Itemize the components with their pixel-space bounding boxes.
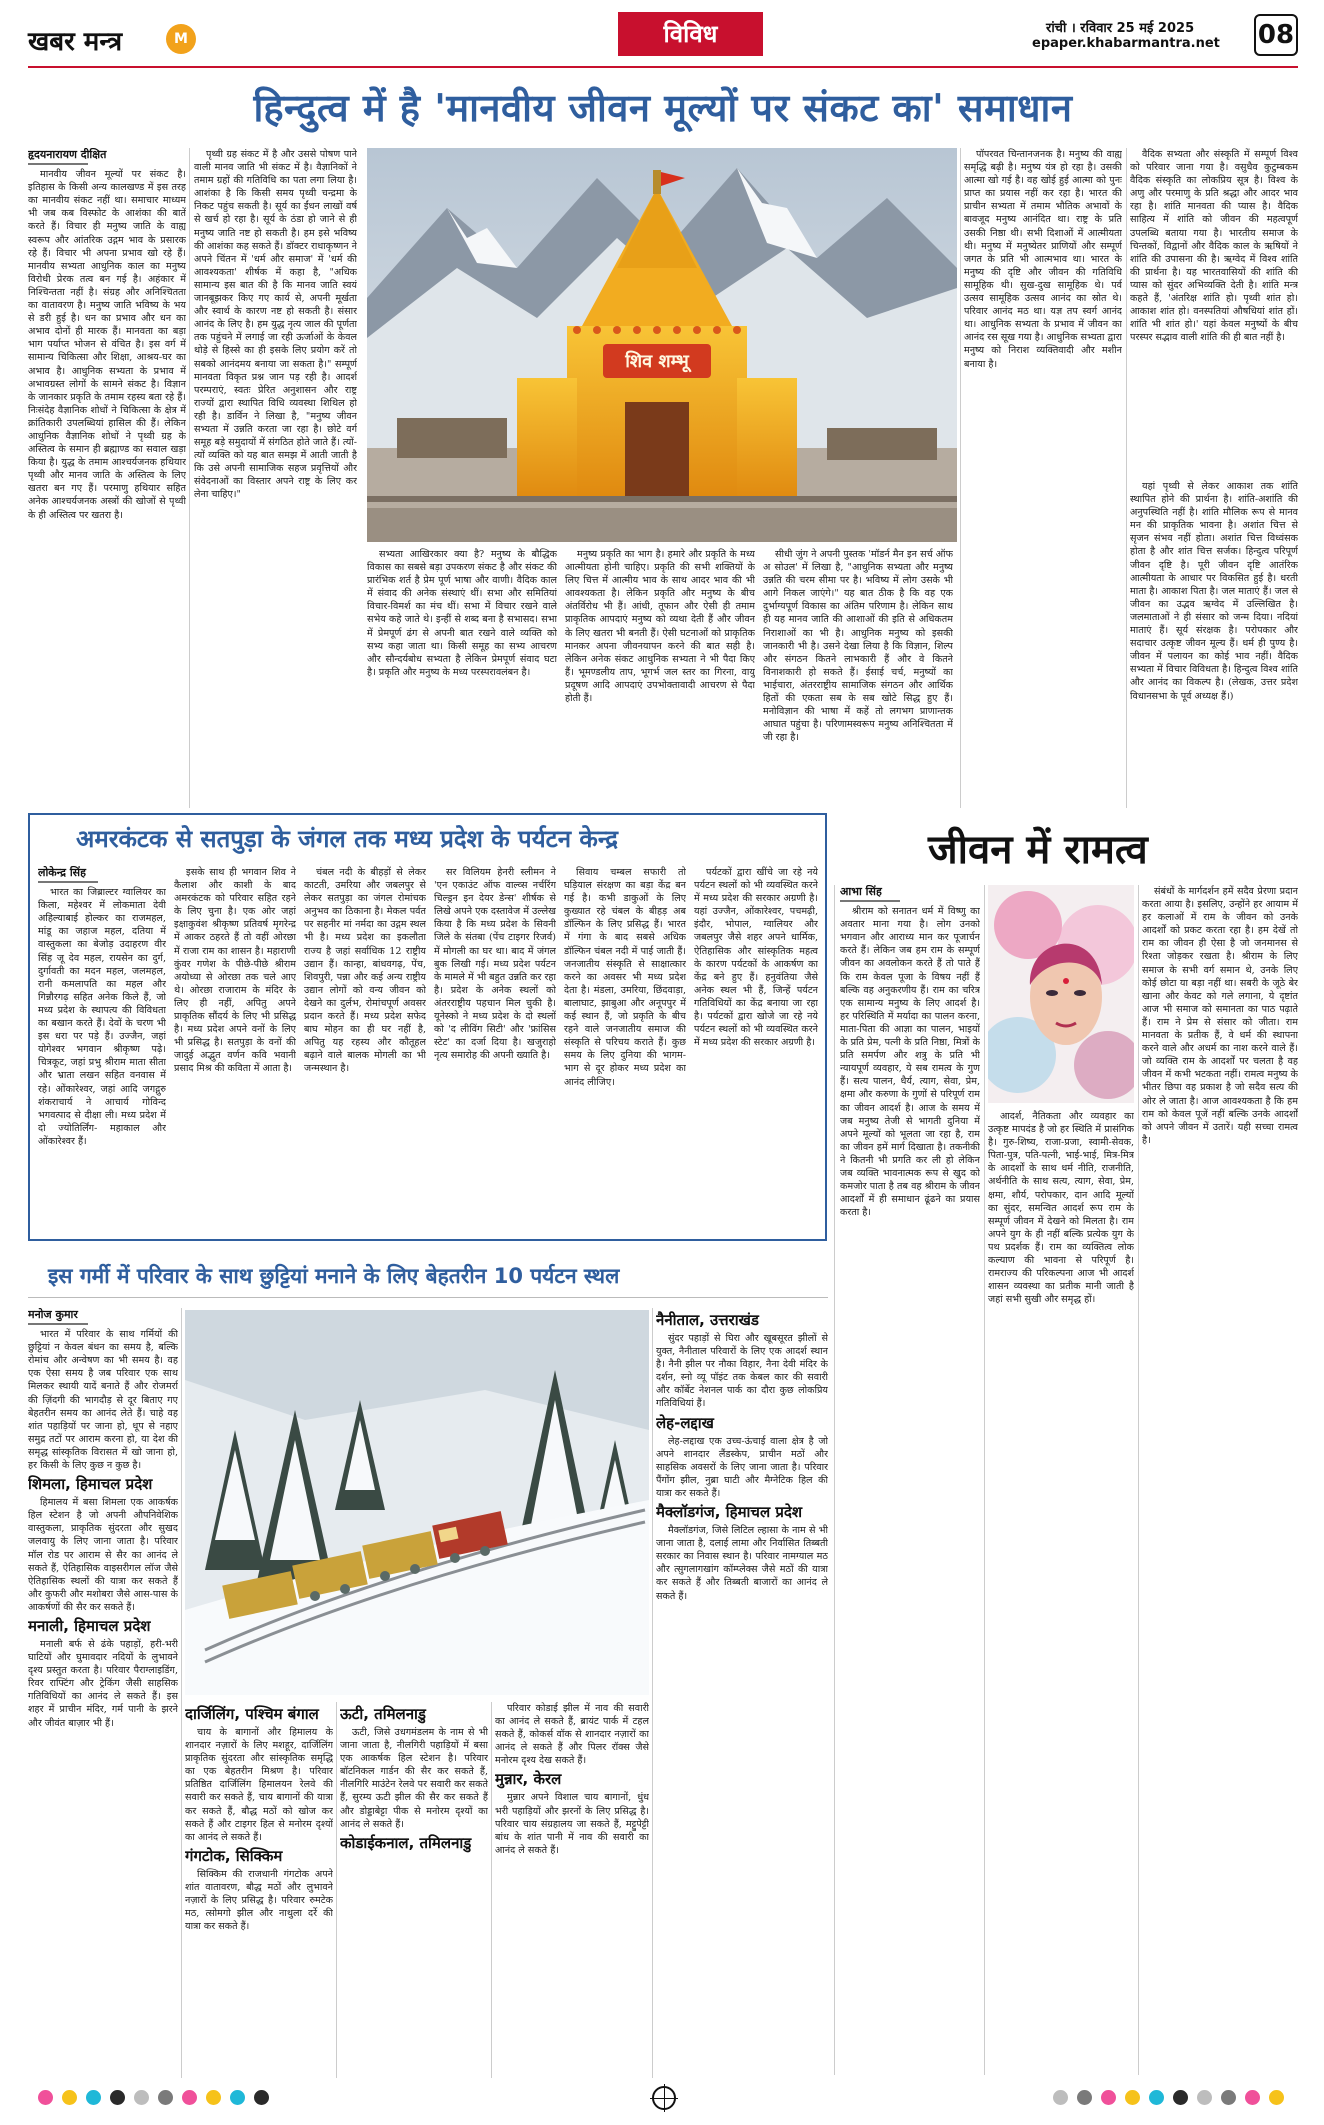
masthead [28,12,1298,64]
top-story-text-6: पॉपरवत चिन्तानजनक है। मनुष्य की वाह्य समृद्धि बढ़ी है। मनुष्य यंत्र हो रहा है। उसकी आत्मा खो गई है। वह खोई हुई आत्मा को पुनः प्राप्त का प्रयास नहीं कर रहा है। भारत की प्राचीन सभ्यता में तमाम भौतिक अभावों के बावजूद मनुष्य आनंदित था। राष्ट्र के प्रति उसकी निष्ठा थी। सभी दिशाओं में आत्मीयता थी। मनुष्य में मनुष्येतर प्राणियों और सम्पूर्ण जगत के प्रति भी आत्मभाव था। भारत के मनुष्य की दृष्टि और जीवन की गतिविधि सामूहिक थी। सुख-दुख सामूहिक थे। पर्व उत्सव सामूहिक उत्सव आनंद का स्रोत थे। परिवार आनंद मठ था। यज्ञ तप स्वर्ग आनंद था। आधुनिक सभ्यता के प्रभाव में जीवन का आनंद रस सूख गया है। आधुनिक सभ्यता द्वारा मनुष्य को निराश व्यक्तिवादी और मशीन बनाया है। [964,149,1122,370]
mp-column-2 [174,866,296,1232]
ramatva-text-3: संबंधों के मार्गदर्शन हमें सदैव प्रेरणा प्रदान करता आया है। इसलिए, उन्होंने हर आयाम में हर कलाओं में राम के जीवन को उनके आदर्शों को प्रकट करता रहा है। हम देखें तो राम का जीवन ही ऐसा है जो जनमानस से रिश्ता जोड़कर रखता है। श्रीराम के लिए समाज के सभी वर्ग समान थे, उनके लिए कोई छोटा या बड़ा नहीं था। सबरी के जूठे बेर खाना और केवट को गले लगाना, ये दृष्टांत आज भी समाज को समानता का पाठ पढ़ाते हैं। राम ने प्रेम से संसार को जीता। राम मानवता के प्रतीक हैं, वे धर्म की स्थापना करने वाले और अधर्म का नाश करने वाले हैं। जो व्यक्ति राम के आदर्शों पर चलता है वह जीवन में कभी भटकता नहीं। रामत्व मनुष्य के भीतर छिपा वह प्रकाश है जो सदैव सत्य की ओर ले जाता है। आज आवश्यकता है कि हम राम को केवल पूजें नहीं बल्कि उनके आदर्शों को अपने जीवन में उतारें। यही सच्चा रामत्व है। [1142,886,1298,1146]
top-story-byline: हृदयनारायण दीक्षित [28,148,186,165]
top-story-column-5 [763,548,953,808]
summer-headline-rule [28,1297,828,1298]
summer-column-2 [185,1702,333,2078]
column-rule [960,148,961,808]
shimla-toy-train-photo [185,1310,649,1695]
column-rule [1126,148,1127,808]
mp-text-4: सर विलियम हेनरी स्लीमन ने 'एन एकाउंट ऑफ वाल्व्स नर्चरिंग चिल्ड्रन इन देयर डेन्स' शीर्षक से लिखे अपने एक दस्तावेज में उल्लेख किया है कि मध्य प्रदेश के सिवनी जिले के संतबा (पेंच टाइगर रिजर्व) में मोगली का घर था। बाद में जंगल बुक लिखी गई। मध्य प्रदेश पर्यटन के मामले में भी बहुत उन्नति कर रहा है। प्रदेश के अनेक स्थलों को अंतरराष्ट्रीय पहचान मिल चुकी है। यूनेस्को ने मध्य प्रदेश के दो स्थलों को 'द लीविंग सिटी' और 'फ्रांसिस स्टेट' का दर्जा दिया है। खजुराहो नृत्य समारोह की अपनी ख्याति है। [434,867,556,1062]
column-rule [336,1702,337,2078]
mp-column-4 [434,866,556,1232]
leh-text: लेह-लद्दाख एक उच्च-ऊंचाई वाला क्षेत्र है जो अपने शानदार लैंडस्केप, प्राचीन मठों और साहसिक अवसरों के लिए जाना जाता है। परिवार पैंगोंग झील, नुब्रा घाटी और मैग्नेटिक हिल की यात्रा कर सकते हैं। [656,1435,828,1499]
gangtok-subhead: गंगटोक, सिक्किम [185,1846,283,1865]
registration-dot-icon [1101,2090,1116,2105]
mp-text-2: इसके साथ ही भगवान शिव ने कैलाश और काशी के बाद अमरकंटक को परिवार सहित रहने के लिए चुना है। एक ओर जहां इक्षाकुवंश श्रीकृष्ण प्रतिवर्ष मृगरेन्द्र में आकर ठहरते हैं तो वहीं ओरछा में राजा राम का शासन है। महाराणी कुंवर गणेश के पीछे-पीछे श्रीराम अयोध्या से ओरछा तक चले आए थे। ओरछा राजाराम के मंदिर के लिए ही नहीं, अपितु अपने प्राकृतिक सौंदर्य के लिए भी प्रसिद्ध है। मध्य प्रदेश अपने वनों के लिए भी प्रसिद्ध है। सतपुड़ा के वनों की जादुई अद्भुत वर्णन कवि भवानी प्रसाद मिश्र की कविता में आता है। [174,867,296,1075]
mcleodganj-subhead: मैक्लॉडगंज, हिमाचल प्रदेश [656,1503,803,1522]
registration-dot-icon [1077,2090,1092,2105]
manali-subhead: मनाली, हिमाचल प्रदेश [28,1616,151,1635]
shimla-text: हिमालय में बसा शिमला एक आकर्षक हिल स्टेशन है जो अपनी औपनिवेशिक वास्तुकला, प्राकृतिक सुंदरता और सुखद जलवायु के लिए जाना जाता है। परिवार मॉल रोड पर आराम से सैर का आनंद ले सकते हैं, ऐतिहासिक वाइसरीगल लॉज जैसे ऐतिहासिक स्थलों की यात्रा कर सकते हैं और कुफरी और मशोबरा जैसे आस-पास के आकर्षणों की सैर कर सकते हैं। [28,1497,178,1613]
registration-dot-icon [38,2090,53,2105]
darjeeling-text: चाय के बागानों और हिमालय के शानदार नज़ारों के लिए मशहूर, दार्जिलिंग प्राकृतिक सुंदरता और सांस्कृतिक समृद्धि का एक बेहतरीन मिश्रण है। परिवार प्रतिष्ठित दार्जिलिंग हिमालयन रेलवे की सवारी कर सकते हैं, चाय बागानों की यात्रा कर सकते हैं, बौद्ध मठों को खोज कर सकते हैं और टाइगर हिल से मनोरम दृश्यों का आनंद ले सकते हैं। [185,1727,333,1843]
top-story-column-8 [1130,480,1298,808]
kedarnath-temple-photo [367,148,957,542]
ramatva-column-1 [840,885,980,2075]
top-story-text-5: सीधी जुंग ने अपनी पुस्तक 'मॉडर्न मैन इन सर्च ऑफ अ सोउल' में लिखा है, "आधुनिक सभ्यता और मनुष्य उन्नति की चरम सीमा पर है। भविष्य में लोग उसके भी आगे निकल जाएंगे।" यह बात ठीक है कि वह एक दुर्भाग्यपूर्ण विकास का अंतिम परिणाम है। लेकिन साथ ही यह मानव जाति की आशाओं की इति से अधिकतम निराशाओं का भी है। आधुनिक मनुष्य को इसकी जानकारी भी है। उसने देखा लिया है कि विज्ञान, शिल्प और संगठन कितने लाभकारी हैं और वे कितने विनाशकारी हो सकते हैं। ईसाई चर्च, मनुष्यों का भाईचारा, अंतरराष्ट्रीय सामाजिक संगठन और आर्थिक हितों की एकता सब के सब खोटे सिद्ध हुए हैं। मनोविज्ञान की भाषा में कहें तो लगभग प्राणान्तक आघात पहुंचा है। परिणामस्वरूप मनुष्य अनिश्चितता में जी रहा है। [763,549,953,744]
column-rule [181,1308,182,2078]
summer-byline: मनोज कुमार [28,1308,178,1325]
ramatva-column-3 [1142,885,1298,2075]
column-rule [491,1702,492,2078]
registration-dot-icon [1197,2090,1212,2105]
column-rule [1138,885,1139,2075]
manali-text: मनाली बर्फ से ढंके पहाड़ों, हरी-भरी घाटियों और घुमावदार नदियों के लुभावने दृश्य प्रस्तुत करता है। परिवार पैराग्लाइडिंग, रिवर राफ्टिंग और ट्रेकिंग जैसी साहसिक गतिविधियों का आनंद ले सकते हैं। इस शहर में प्राचीन मंदिर, गर्म पानी के झरने और जीवंत बाज़ार भी हैं। [28,1638,178,1729]
mp-column-6 [694,866,818,1232]
registration-dot-icon [206,2090,221,2105]
munnar-text: मुन्नार अपने विशाल चाय बागानों, धुंध भरी पहाड़ियों और झरनों के लिए प्रसिद्ध है। परिवार चाय संग्रहालय जा सकते हैं, मट्टुपेट्टी बांध के शांत पानी में नाव की सवारी का आनंद ले सकते हैं। [495,1792,649,1856]
column-rule [652,1308,653,2078]
ramatva-painting [988,885,1134,1103]
top-story-text-8: यहां पृथ्वी से लेकर आकाश तक शांति स्थापित होने की प्रार्थना है। शांति-अशांति की अनुपस्थिति नहीं है। शांति मौलिक रूप से मानव मन की प्राकृतिक भावना है। अशांत चित्त से सृजन संभव नहीं होता। अशांत चित्त विध्वंसक होता है और शांत चित्त सर्जक। हिन्दुत्व परिपूर्ण जीवन दृष्टि है। पूरी जीवन दृष्टि आतंरिक आत्मीयता के आधार पर विकसित हुई है। धरती माता है। आकाश पिता है। जल माताएं हैं। जल से जीवन का उद्भव ऋग्वेद में उल्लिखित है। जलमाताओं ने ही संसार को जन्म दिया। नदियां माताएं हैं। सूर्य संरक्षक है। परोपकार और सदाचार उत्कृष्ट जीवन मूल्य हैं। धर्म ही पुण्य है। जीवन में पलायन का कोई भाव नहीं। वैदिक सभ्यता में विचार विविधता है। हिन्दुत्व विश्व शांति और आनंद का विकल्प है। (लेखक, उत्तर प्रदेश विधानसभा के पूर्व अध्यक्ष हैं।) [1130,481,1298,702]
temple-sign-text: शिव शम्भू [625,351,689,372]
registration-dot-icon [1245,2090,1260,2105]
summer-destinations-headline[interactable]: इस गर्मी में परिवार के साथ छुट्टियां मनाने के लिए बेहतरीन 10 पर्यटन स्थल [48,1264,620,1288]
registration-dot-icon [254,2090,269,2105]
epaper-link[interactable]: epaper.khabarmantra.net [1032,36,1220,51]
top-story-headline[interactable]: हिन्दुत्व में है 'मानवीय जीवन मूल्यों पर संकट का' समाधान [253,86,1073,130]
mp-column-1 [38,866,166,1232]
ramatva-byline: आभा सिंह [840,885,980,902]
summer-column-3 [340,1702,488,2078]
top-story-column-7 [1130,148,1298,478]
top-story-column-3 [367,548,557,808]
kodaikanal-text: परिवार कोडाई झील में नाव की सवारी का आनंद ले सकते हैं, ब्रायंट पार्क में टहल सकते हैं, कोकर्स वॉक से शानदार नज़ारों का आनंद ले सकते हैं और पिलर रॉक्स जैसे मनोरम दृश्य देख सकते हैं। [495,1703,649,1767]
registration-dot-icon [110,2090,125,2105]
mp-text-1: भारत का जिब्राल्टर ग्वालियर का किला, महेश्वर में लोकमाता देवी अहिल्याबाई होल्कर का राजमहल, मांडू का जहाज महल, दतिया में वास्तुकला का बेजोड़ उदाहरण वीर सिंह जू देव महल, रायसेन का दुर्ग, दुर्गावती का मदन महल, जलमहल, रानी कमलापति का महल और गिन्नौरगढ़ सहित अनेक किले हैं, जो मध्य प्रदेश के स्थापत्य की विविधता का बखान करते हैं। देवों के चरण भी इस धरा पर पड़े हैं। उज्जैन, जहां योगेश्वर भगवान श्रीकृष्ण पढ़े। चित्रकूट, जहां प्रभु श्रीराम माता सीता और भ्राता लखन सहित वनवास में रहे। ओंकारेश्वर, जहां आदि जगद्गुरु शंकराचार्य ने आचार्य गोविन्द भगवत्पाद से दीक्षा ली। मध्य प्रदेश में दो ज्योतिर्लिंग- महाकाल और ओंकारेश्वर हैं। [38,887,166,1147]
edition-date: रांची । रविवार 25 मई 2025 [1046,21,1195,36]
summer-column-4 [495,1702,649,2078]
top-story-column-4 [565,548,755,808]
nainital-text: सुंदर पहाड़ों से घिरा और खूबसूरत झीलों से युक्त, नैनीताल परिवारों के लिए एक आदर्श स्थान है। नैनी झील पर नौका विहार, नैना देवी मंदिर के दर्शन, स्नो व्यू पॉइंट तक केबल कार की सवारी और कॉर्बेट नेशनल पार्क का दौरा कुछ लोकप्रिय गतिविधियां हैं। [656,1333,828,1410]
top-story-text-3: सभ्यता आखिरकार क्या है? मनुष्य के बौद्धिक विकास का सबसे बड़ा उपकरण संकट है और संकट की प्रारंभिक शर्त है प्रेम पूर्ण भाषा और वाणी। वैदिक काल में संवाद की अनेक संस्थाएं थीं। सभा और समितियां विचार-विमर्श का मंच थीं। सभा में विचार रखने वाले सभेय कहे जाते थे। इन्हीं से शब्द बना है सभासद। सभा में प्रेमपूर्ण ढंग से अपनी बात रखने वाले व्यक्ति को सभ्य कहा जाता था। किसी समूह का सभ्य आचरण और सौन्दर्यबोध सभ्यता है लेकिन प्रेमपूर्ण संवाद घटा है। प्रकृति और मनुष्य के मध्य परस्परावलंबन है। [367,549,557,678]
registration-dot-icon [86,2090,101,2105]
ooty-text: ऊटी, जिसे उधगमंडलम के नाम से भी जाना जाता है, नीलगिरी पहाड़ियों में बसा एक आकर्षक हिल स्टेशन है। परिवार बॉटनिकल गार्डन की सैर कर सकते हैं, नीलगिरि माउंटेन रेलवे पर सवारी कर सकते हैं, सुरम्य ऊटी झील की सैर कर सकते हैं और डोड्डाबेट्टा पीक से मनोरम दृश्यों का आनंद ले सकते हैं। [340,1727,488,1830]
registration-dot-icon [62,2090,77,2105]
mp-text-5: सिवाय चम्बल सफारी तो घड़ियाल संरक्षण का बड़ा केंद्र बन गई है। कभी डाकुओं के लिए कुख्यात रहे चंबल के बीहड़ अब डॉल्फिन के लिए प्रसिद्ध हैं। भारत में गंगा के बाद सबसे अधिक डॉल्फिन चंबल नदी में पाई जाती हैं। जनजातीय संस्कृति से साक्षात्कार करने का अवसर भी मध्य प्रदेश देता है। मंडला, उमरिया, छिंदवाड़ा, बालाघाट, झाबुआ और अनूपपुर में कई स्थान हैं, जो प्रकृति के बीच रहने वाले जनजातीय समाज की संस्कृति से परिचय कराते हैं। कुछ समय के लिए दुनिया की भागम-भाग से दूर होकर मध्य प्रदेश का आनंद लीजिए। [564,867,686,1088]
kodaikanal-subhead: कोडाईकनाल, तमिलनाडु [340,1833,472,1852]
registration-dot-icon [1173,2090,1188,2105]
mp-text-3: चंबल नदी के बीहड़ों से लेकर काटती, उमरिया और जबलपुर से लेकर सतपुड़ा का जंगल रोमांचक अनुभव का ठिकाना है। मेकल पर्वत पर सहनीर मां नर्मदा का उद्गम स्थल भी है। मध्य प्रदेश का इकलौता राज्य है जहां सर्वाधिक 12 राष्ट्रीय उद्यान हैं। कान्हा, बांधवगढ़, पेंच, शिवपुरी, पन्ना और कई अन्य राष्ट्रीय उद्यान लोगों को वन्य जीवन को देखने का दुर्लभ, रोमांचपूर्ण अवसर प्रदान करते हैं। मध्य प्रदेश सफेद बाघ मोहन का ही घर नहीं है, अपितु यह रहस्य और कौतूहल बढ़ाने वाले बालक मोगली का भी जन्मस्थान है। [304,867,426,1075]
column-rule [984,885,985,2075]
ramatva-text-2: आदर्श, नैतिकता और व्यवहार का उत्कृष्ट मापदंड है जो हर स्थिति में प्रासंगिक है। गुरु-शिष्य, राजा-प्रजा, स्वामी-सेवक, पिता-पुत्र, पति-पत्नी, भाई-भाई, मित्र-मित्र के आदर्शों के साथ धर्म नीति, राजनीति, अर्थनीति के साथ सत्य, त्याग, सेवा, प्रेम, क्षमा, शौर्य, परोपकार, दान आदि मूल्यों का सुंदर, समन्वित आदर्श रूप राम के सम्पूर्ण जीवन में देखने को मिलता है। राम अपने युग के ही नहीं बल्कि प्रत्येक युग के पथ प्रदर्शक हैं। राम का व्यक्तित्व लोक कल्याण की भावना से परिपूर्ण है। रामराज्य की परिकल्पना आज भी आदर्श शासन व्यवस्था का प्रतीक मानी जाती है जहां सभी सुखी और समृद्ध हों। [988,1111,1134,1306]
top-story-text-7: वैदिक सभ्यता और संस्कृति में सम्पूर्ण विश्व को परिवार जाना गया है। वसुधैव कुटुम्बकम वैदिक संस्कृति का लोकप्रिय सूत्र है। विश्व के अणु और परमाणु के प्रति श्रद्धा और आदर भाव रहा है। शांति मानवता की प्यास है। वैदिक साहित्य में शांति को जीवन की महत्वपूर्ण उपलब्धि बताया गया है। भारतीय समाज के चिन्तकों, विद्वानों और वैदिक काल के ऋषियों ने शांति की उपासना की है। ऋग्वेद में विश्व शांति की प्रार्थना है। यह भारतवासियों की शांति की प्यास को सुंदर अभिव्यक्ति देती है। शांति मन्त्र कहते हैं, 'अंतरिक्ष शांति हो। पृथ्वी शांत हो। आकाश शांत हो। वनस्पतियां औषधियां शांत हों। शांति भी शांत हो।' यहां केवल मनुष्यों के बीच परस्पर सद्भाव वाली शांति की ही बात नहीं है। [1130,149,1298,344]
darjeeling-subhead: दार्जिलिंग, पश्चिम बंगाल [185,1705,319,1723]
column-rule [189,148,190,808]
ramatva-text-1: श्रीराम को सनातन धर्म में विष्णु का अवतार माना गया है। लोग उनको भगवान और आराध्य मान कर पूजार्चन करते हैं। लेकिन जब हम राम के सम्पूर्ण जीवन का अवलोकन करते हैं तो पाते हैं कि राम केवल पूजा के विषय नहीं हैं बल्कि वह अनुकरणीय हैं। राम का चरित्र एक सामान्य मनुष्य के लिए आदर्श है। हर परिस्थिति में मर्यादा का पालन करना, माता-पिता की आज्ञा का पालन, भाइयों के प्रति प्रेम, पत्नी के प्रति निष्ठा, मित्रों के प्रति समर्पण और शत्रु के प्रति भी न्यायपूर्ण व्यवहार, ये सब रामत्व के गुण हैं। सत्य पालन, धैर्य, त्याग, सेवा, प्रेम, क्षमा और करुणा के गुणों से परिपूर्ण राम का जीवन आदर्श है। आज के समय में जब मनुष्य तेजी से भागती दुनिया में अपने मूल्यों को भूलता जा रहा है, राम का जीवन हमें मार्ग दिखाता है। तकनीकी ने कितनी भी प्रगति कर ली हो लेकिन जब व्यक्ति भावनात्मक रूप से खुद को कमजोर पाता है तब वह श्रीराम के जीवन आदर्शों में ही समाधान ढूंढने का प्रयास करता है। [840,906,980,1219]
mp-column-3 [304,866,426,1232]
logo-badge-icon: M [166,24,196,54]
mp-tourism-headline[interactable]: अमरकंटक से सतपुड़ा के जंगल तक मध्य प्रदेश के पर्यटन केन्द्र [76,825,618,853]
registration-dot-icon [1053,2090,1068,2105]
leh-subhead: लेह-लद्दाख [656,1413,714,1432]
top-story-text-4: मनुष्य प्रकृति का भाग है। हमारे और प्रकृति के मध्य आत्मीयता होनी चाहिए। प्रकृति की सभी शक्तियों के लिए चित्त में आत्मीय भाव के साथ आदर भाव की भी आवश्यकता है। लेकिन प्रकृति और मनुष्य के बीच अंतर्विरोध भी हैं। आंधी, तूफान और ऐसी ही तमाम प्राकृतिक आपदाएं मनुष्य को व्यथा देती हैं और जीवन के लिए खतरा भी बनती हैं। ऐसी घटनाओं को प्राकृतिक मानकर अपना जीवनयापन करने की बात सही है। लेकिन अनेक संकट आधुनिक सभ्यता ने भी पैदा किए हैं। भूमण्डलीय ताप, भूगर्भ जल स्तर का गिरना, वायु प्रदूषण आदि आपदाएं उपभोक्तावादी आचरण से पैदा होती हैं। [565,549,755,705]
newspaper-logo[interactable]: खबर मन्त्र [28,27,123,57]
mcleodganj-text: मैक्लॉडगंज, जिसे लिटिल ल्हासा के नाम से भी जाना जाता है, दलाई लामा और निर्वासित तिब्बती सरकार का निवास स्थान है। परिवार नामग्याल मठ और त्सुगलागखांग कॉम्प्लेक्स जैसे मठों की यात्रा कर सकते हैं और तिब्बती बाजारों का आनंद ले सकते हैं। [656,1525,828,1602]
registration-dot-icon [1149,2090,1164,2105]
registration-dot-icon [158,2090,173,2105]
registration-dot-icon [1269,2090,1284,2105]
crosshair-registration-icon [652,2086,676,2110]
registration-dot-icon [230,2090,245,2105]
top-story-text-2: पृथ्वी ग्रह संकट में है और उससे पोषण पाने वाली मानव जाति भी संकट में है। वैज्ञानिकों ने तमाम ग्रहों की गतिविधि का पता लगा लिया है। आशंका है कि किसी समय पृथ्वी चन्द्रमा के निकट पहुंच सकती है। सूर्य का ईंधन लाखों वर्ष से खर्च हो रहा है। सूर्य के ठंडा हो जाने से ही मनुष्य जाति नष्ट हो सकती है। हम इसे भविष्य की आशंका कह सकते हैं। डॉक्टर राधाकृष्णन ने अपने चिंतन में 'धर्म और समाज' में 'धर्म की आवश्यकता' शीर्षक में कहा है, "अधिक सामान्य इस बात की है कि मानव जाति स्वयं जानबूझकर किए गए कार्य से, अपनी मूर्खता और स्वार्थ के कारण नष्ट हो सकती है। संसार आनंद के लिए है। हम युद्ध नृत्य जाल की पूर्णता तक पहुंचने में लगाई जा रही ऊर्जाओं के केवल थोड़े से हिस्से का ही इसके लिए प्रयोग करें तो सबको आनंदमय बनाया जा सकता है।" सम्पूर्ण मानवता विकृत प्रश्न जान पड़ रही है। आदर्श परम्पराएं, स्वतः प्रेरित अनुशासन और राष्ट्र राज्यों द्वारा स्थापित विधि व्यवस्था शिथिल हो रही है। डार्विन ने लिखा है, "मनुष्य जीवन सभ्यता में उन्नति करता जा रहा है। छोटे वर्ग समूह बड़े समुदायों में संगठित होते जाते हैं। त्यों-त्यों व्यक्ति को यह बात समझ में आती जाती है कि उसे अपनी सामाजिक सहज प्रवृत्तियों और संवेदनाओं का विस्तार अपने राष्ट्र के लिए कर लेना चाहिए।" [194,149,357,501]
summer-column-5 [656,1308,828,2078]
ooty-subhead: ऊटी, तमिलनाडु [340,1705,426,1723]
top-story-column-1 [28,148,186,808]
gangtok-text: सिक्किम की राजधानी गंगटोक अपने शांत वातावरण, बौद्ध मठों और लुभावने नज़ारों के लिए प्रसिद्ध है। परिवार रुमटेक मठ, त्सोमगो झील और नाथुला दर्रे की यात्रा कर सकते हैं। [185,1868,333,1933]
mp-byline: लोकेन्द्र सिंह [38,866,166,883]
ramatva-headline[interactable]: जीवन में रामत्व [928,827,1148,873]
top-story-text-1: मानवीय जीवन मूल्यों पर संकट है। इतिहास के किसी अन्य कालखण्ड में इस तरह का मानवीय संकट नहीं था। समाचार माध्यम भी जब कब विस्फोट के आशंका की बातें करते हैं। विचार ही मनुष्य जाति के वाह्य स्वरूप और आंतरिक उद्गम भाव के प्रसारक रहे हैं। विचार भी अपना प्रभाव खो रहे हैं। मानवीय सभ्यता आधुनिक काल का मनुष्य विरोधी प्रेरक तत्व बन गई है। अहंकार में निश्चिन्तता नहीं है। संग्रह और अनिश्चितता का वातावरण है। मनुष्य जाति भविष्य के भय से डरी हुई है। धन का प्रभाव और धन का अभाव दोनों ही मारक हैं। मानवता का बड़ा भाग पर्याप्त भोजन से वंचित है। इस वर्ग में सामान्य चिकित्सा और शिक्षा, आश्रय-घर का अभाव है। आधुनिक सभ्यता के प्रभाव में अभावग्रस्त लोगों के सामने संकट है। विज्ञान के जानकार प्रकृति के तमाम रहस्य बता रहे हैं। निःसंदेह वैज्ञानिक शोधों ने चिकित्सा के क्षेत्र में क्रांतिकारी उपलब्धियां हासिल की हैं। लेकिन आधुनिक वैज्ञानिक शोधों ने पृथ्वी ग्रह के अस्तित्व के समान ही ब्रह्माण्ड का सवाल खड़ा किया है। युद्ध के तमाम आश्चर्यजनक हथियार पृथ्वी और मानव जाति के अस्तित्व के लिए खतरा बन गए हैं। परमाणु हथियार सहित अनेक आश्चर्यजनक अस्त्रों की खोजों से पृथ्वी के ही अस्तित्व पर खतरा है। [28,169,186,521]
registration-dot-icon [134,2090,149,2105]
top-story-column-6 [964,148,1122,808]
section-tab[interactable]: विविध [618,12,763,56]
masthead-divider [28,66,1298,68]
registration-dot-icon [1125,2090,1140,2105]
summer-column-1 [28,1308,178,2078]
mp-text-6: पर्यटकों द्वारा खींचे जा रहे नये पर्यटन स्थलों को भी व्यवस्थित करने में मध्य प्रदेश की सरकार अग्रणी है। यहां उज्जैन, ओंकारेश्वर, पचमढ़ी, इंदौर, भोपाल, ग्वालियर और जबलपुर जैसे शहर अपने धार्मिक, ऐतिहासिक और सांस्कृतिक महत्व के कारण पर्यटकों के आकर्षण का केंद्र बने हुए हैं। हनुवंतिया जैसे अनेक स्थल भी हैं, जिन्हें पर्यटन गतिविधियों का केंद्र बनाया जा रहा है। पर्यटकों द्वारा खोजे जा रहे नये पर्यटन स्थलों को भी व्यवस्थित करने में मध्य प्रदेश की सरकार अग्रणी है। [694,867,818,1049]
ramatva-column-2 [988,1110,1134,2075]
summer-intro: भारत में परिवार के साथ गर्मियों की छुट्टियां न केवल बंधन का समय है, बल्कि रोमांच और अन्वेषण का भी समय है। वह एक ऐसा समय है जब परिवार एक साथ मिलकर स्थायी यादें बनाते हैं और रोजमर्रा की ज़िंदगी की भागदौड़ से दूर बिताए गए बेहतरीन समय का आनंद लेते हैं। चाहे वह शांत पहाड़ियों पर जाना हो, धूप से नहाए समुद्र तटों पर आराम करना हो, या देश की समृद्ध सांस्कृतिक विरासत में खो जाना हो, हर किसी के लिए कुछ न कुछ है। [28,1329,178,1472]
top-story-column-2 [194,148,357,808]
registration-dot-icon [182,2090,197,2105]
print-footer [28,2084,1298,2112]
registration-dot-icon [1221,2090,1236,2105]
mp-column-5 [564,866,686,1232]
page-number: 08 [1254,14,1298,56]
column-rule [834,885,835,2075]
shimla-subhead: शिमला, हिमाचल प्रदेश [28,1475,153,1494]
nainital-subhead: नैनीताल, उत्तराखंड [656,1311,759,1329]
munnar-subhead: मुन्नार, केरल [495,1770,562,1789]
